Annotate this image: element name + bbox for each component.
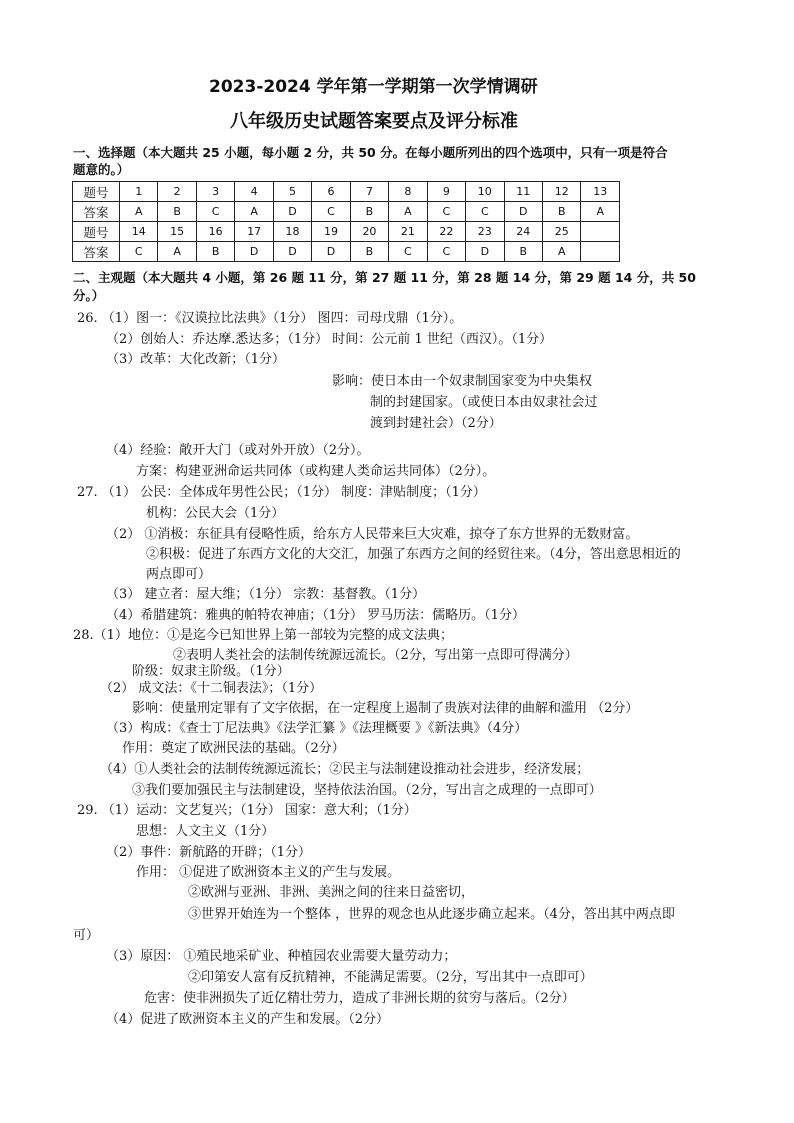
answer-line: 方案：构建亚洲命运共同体（或构建人类命运共同体）（2分）。 <box>136 464 496 479</box>
table-cell: 8 <box>389 182 427 202</box>
table-cell: C <box>120 242 158 262</box>
answer-line: 27. （1） 公民：全体成年男性公民；（1分） 制度：津贴制度；（1分） <box>77 485 486 500</box>
table-cell: 12 <box>542 182 580 202</box>
answer-line: 作用：奠定了欧洲民法的基础。（2分） <box>122 741 345 756</box>
page-subtitle: 八年级历史试题答案要点及评分标准 <box>230 111 518 132</box>
answer-line: ②表明人类社会的法制传统源远流长。（2分，写出第一点即可得满分） <box>173 648 578 663</box>
answer-line: （2） ①消极：东征具有侵略性质，给东方人民带来巨大灾难，掠夺了东方世界的无数财富。 <box>106 527 639 542</box>
table-cell: 1 <box>120 182 158 202</box>
answer-line: （4）希腊建筑：雅典的帕特农神庙；（1分） 罗马历法：儒略历。（1分） <box>106 608 525 623</box>
section2-heading-line2: 分。） <box>73 288 105 303</box>
answer-line: ②欧洲与亚洲、非洲、美洲之间的往来日益密切， <box>188 885 475 900</box>
table-cell: 答案 <box>73 242 120 262</box>
table-cell: B <box>504 242 542 262</box>
table-cell: 21 <box>389 222 427 242</box>
table-cell: 24 <box>504 222 542 242</box>
answer-line: （4）促进了欧洲资本主义的产生和发展。（2分） <box>106 1012 390 1027</box>
table-cell <box>581 242 620 262</box>
table-cell: C <box>389 242 427 262</box>
table-cell: 11 <box>504 182 542 202</box>
table-cell: 16 <box>196 222 234 242</box>
table-cell: 14 <box>120 222 158 242</box>
answer-line: 影响：使量刑定罪有了文字依据，在一定程度上遏制了贵族对法律的曲解和滥用 （2分） <box>132 701 639 716</box>
table-cell: C <box>427 242 465 262</box>
answer-line: 机构：公民大会（1分） <box>146 506 285 521</box>
answer-line: 28.（1）地位：①是迄今已知世界上第一部较为完整的成文法典； <box>73 628 453 643</box>
table-cell: D <box>466 242 504 262</box>
table-cell: D <box>235 242 273 262</box>
table-cell: 答案 <box>73 202 120 222</box>
table-cell <box>581 222 620 242</box>
table-cell: 3 <box>196 182 234 202</box>
answer-line: 思想：人文主义（1分） <box>136 824 275 839</box>
table-cell: 7 <box>350 182 388 202</box>
answer-line: 渡到封建社会）（2分） <box>370 416 502 431</box>
table-cell: 题号 <box>73 182 120 202</box>
answer-line: （3）构成：《查士丁尼法典》《法学汇纂 》《法理概要 》《新法典》（4分） <box>106 721 528 736</box>
table-cell: B <box>196 242 234 262</box>
table-cell: 6 <box>312 182 350 202</box>
table-cell: A <box>542 242 580 262</box>
table-row <box>73 222 620 242</box>
answer-line: （3）改革：大化改新；（1分） <box>106 352 286 367</box>
table-cell: A <box>120 202 158 222</box>
answer-line: ②积极：促进了东西方文化的大交汇，加强了东西方之间的经贸往来。（4分，答出意思相近的 <box>146 547 681 562</box>
answer-line: ③我们要加强民主与法制建设，坚持依法治国。（2分，写出言之成理的一点即可） <box>132 783 602 798</box>
page-title: 2023-2024 学年第一学期第一次学情调研 <box>209 77 538 97</box>
table-cell: C <box>427 202 465 222</box>
table-cell: D <box>504 202 542 222</box>
table-row <box>73 242 620 262</box>
answer-line: 制的封建国家。（或使日本由奴隶社会过 <box>370 395 598 410</box>
table-cell: A <box>158 242 196 262</box>
table-cell: 17 <box>235 222 273 242</box>
table-cell: 18 <box>273 222 311 242</box>
answer-line: 两点即可） <box>146 567 212 582</box>
table-cell: 19 <box>312 222 350 242</box>
table-cell: B <box>350 202 388 222</box>
table-cell: 15 <box>158 222 196 242</box>
table-cell: 10 <box>466 182 504 202</box>
answer-line: （4）①人类社会的法制传统源远流长；②民主与法制建设推动社会进步，经济发展； <box>100 762 590 777</box>
table-cell: 22 <box>427 222 465 242</box>
table-cell: D <box>273 242 311 262</box>
table-cell: B <box>158 202 196 222</box>
table-cell: C <box>466 202 504 222</box>
table-row <box>73 202 620 222</box>
table-cell: 5 <box>273 182 311 202</box>
answer-line: ②印第安人富有反抗精神，不能满足需要。（2分，写出其中一点即可） <box>188 970 593 985</box>
answer-line: 可） <box>73 928 100 943</box>
table-cell: C <box>196 202 234 222</box>
answer-line: （3）原因： ①殖民地采矿业、种植园农业需要大量劳动力； <box>106 949 457 964</box>
answer-line: 26. （1）图一：《汉谟拉比法典》（1分） 图四：司母戊鼎（1分）。 <box>77 311 463 326</box>
answer-table <box>72 181 620 262</box>
table-cell: 2 <box>158 182 196 202</box>
answer-line: （3） 建立者：屋大维；（1分） 宗教：基督教。（1分） <box>106 587 426 602</box>
answer-line: ③世界开始连为一个整体 ，世界的观念也从此逐步确立起来。（4分，答出其中两点即 <box>188 907 675 922</box>
table-cell: 13 <box>581 182 620 202</box>
answer-line: （2）创始人：乔达摩.悉达多；（1分） 时间：公元前 1 世纪（西汉）。（1分） <box>106 332 553 347</box>
table-cell: D <box>273 202 311 222</box>
table-cell: 23 <box>466 222 504 242</box>
table-cell: A <box>235 202 273 222</box>
answer-line: （2）事件：新航路的开辟；（1分） <box>106 845 312 860</box>
table-row <box>73 182 620 202</box>
answer-line: 阶级：奴隶主阶级。（1分） <box>132 664 290 679</box>
table-cell: 20 <box>350 222 388 242</box>
table-cell: B <box>350 242 388 262</box>
table-cell: 题号 <box>73 222 120 242</box>
answer-line: 作用： ①促进了欧洲资本主义的产生与发展。 <box>136 865 401 880</box>
answer-line: 危害：使非洲损失了近亿精壮劳力，造成了非洲长期的贫穷与落后。（2分） <box>144 991 575 1006</box>
table-cell: B <box>542 202 580 222</box>
table-cell: D <box>312 242 350 262</box>
table-cell: 25 <box>542 222 580 242</box>
answer-line: （2） 成文法：《十二铜表法》；（1分） <box>100 681 323 696</box>
section1-heading-line1: 一、选择题（本大题共 25 小题，每小题 2 分，共 50 分。在每小题所列出的四个选项中，只有一项是符合 <box>73 145 668 160</box>
answer-line: （4）经验：敞开大门（或对外开放）（2分）。 <box>106 443 370 458</box>
table-cell: 4 <box>235 182 273 202</box>
table-cell: C <box>312 202 350 222</box>
section2-heading-line1: 二、主观题（本大题共 4 小题，第 26 题 11 分，第 27 题 11 分，第 28 题 14 分，第 29 题 14 分，共 50 <box>73 270 696 285</box>
table-cell: A <box>581 202 620 222</box>
table-cell: A <box>389 202 427 222</box>
table-cell: 9 <box>427 182 465 202</box>
answer-line: 29. （1）运动：文艺复兴；（1分） 国家：意大利；（1分） <box>77 803 417 818</box>
answer-line: 影响：使日本由一个奴隶制国家变为中央集权 <box>332 374 593 389</box>
section1-heading-line2: 题意的。） <box>73 162 130 177</box>
